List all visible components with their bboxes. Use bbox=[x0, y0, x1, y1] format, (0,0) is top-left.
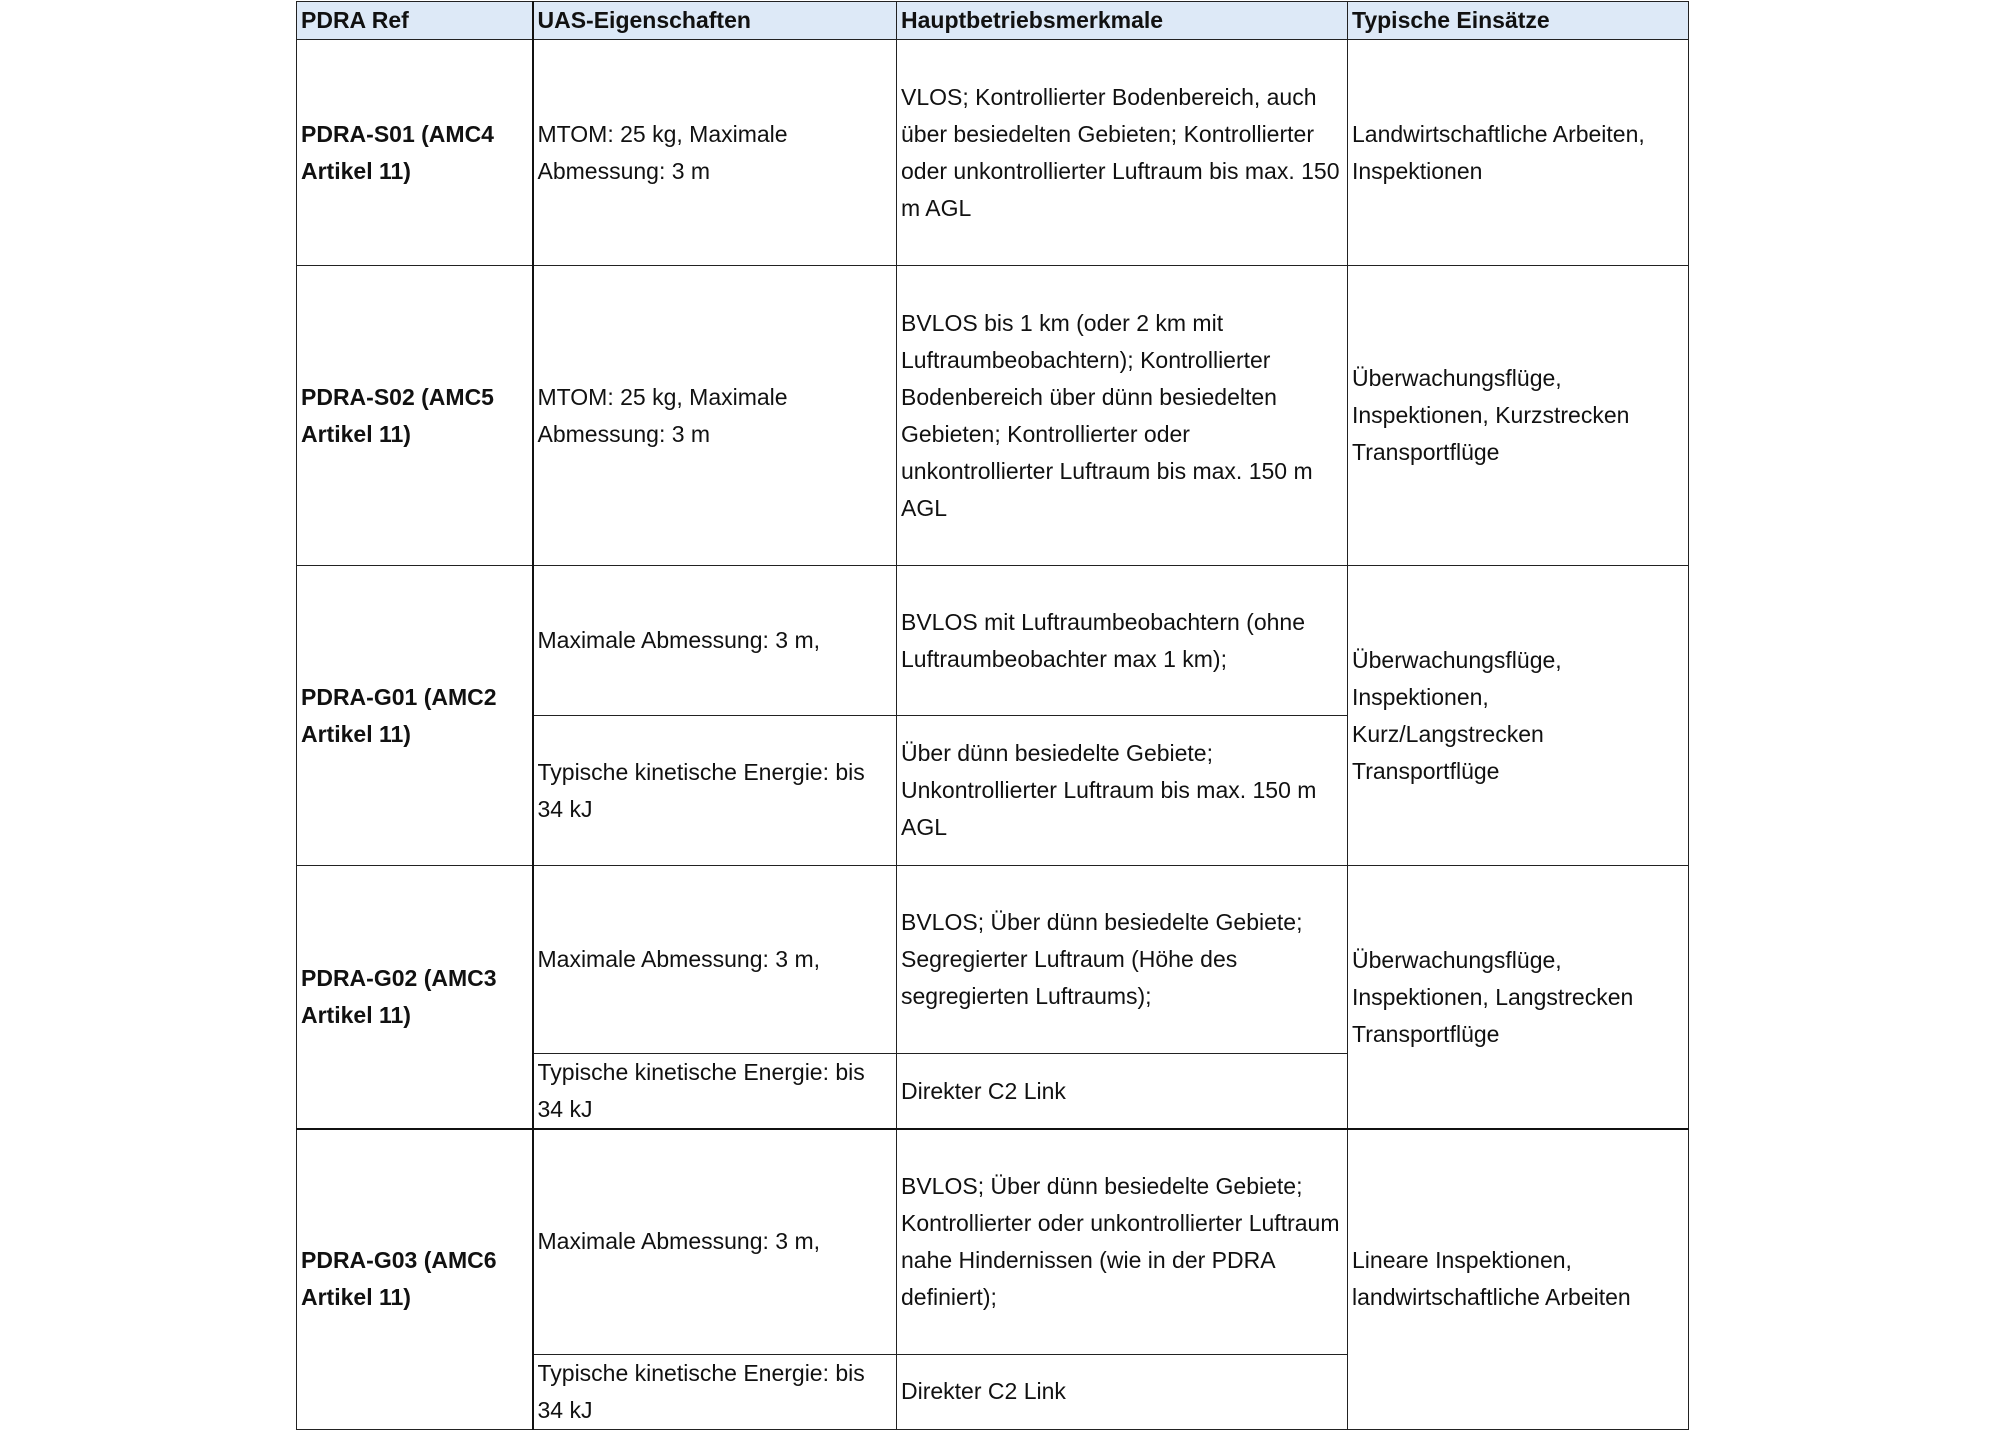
pdra-ref-cell: PDRA-S02 (AMC5 Artikel 11) bbox=[297, 266, 533, 566]
uas-cell: MTOM: 25 kg, Maximale Abmessung: 3 m bbox=[533, 40, 897, 266]
pdra-table bbox=[296, 1, 1689, 1430]
header-uas-eigenschaften: UAS-Eigenschaften bbox=[533, 2, 897, 40]
pdra-ref-cell: PDRA-G01 (AMC2 Artikel 11) bbox=[297, 566, 533, 866]
table-row bbox=[297, 266, 1689, 566]
header-pdra-ref: PDRA Ref bbox=[297, 2, 533, 40]
use-cell: Überwachungsflüge, Inspektionen, Kurz/Langstrecken Transportflüge bbox=[1348, 566, 1689, 866]
uas-cell: MTOM: 25 kg, Maximale Abmessung: 3 m bbox=[533, 266, 897, 566]
pdra-ref-cell: PDRA-S01 (AMC4 Artikel 11) bbox=[297, 40, 533, 266]
ops-cell: BVLOS; Über dünn besiedelte Gebiete; Segregierter Luftraum (Höhe des segregierten Luftraums); bbox=[897, 866, 1348, 1054]
uas-cell: Maximale Abmessung: 3 m, bbox=[533, 1129, 897, 1354]
use-cell: Landwirtschaftliche Arbeiten, Inspektionen bbox=[1348, 40, 1689, 266]
header-row bbox=[297, 2, 1689, 40]
uas-cell: Typische kinetische Energie: bis 34 kJ bbox=[533, 1054, 897, 1130]
table-row bbox=[297, 1129, 1689, 1354]
ops-cell: Direkter C2 Link bbox=[897, 1054, 1348, 1130]
table-row bbox=[297, 40, 1689, 266]
ops-cell: BVLOS mit Luftraumbeobachtern (ohne Luftraumbeobachter max 1 km); bbox=[897, 566, 1348, 716]
table-row bbox=[297, 866, 1689, 1054]
ops-cell: Über dünn besiedelte Gebiete; Unkontrollierter Luftraum bis max. 150 m AGL bbox=[897, 716, 1348, 866]
uas-cell: Maximale Abmessung: 3 m, bbox=[533, 866, 897, 1054]
use-cell: Lineare Inspektionen, landwirtschaftliche Arbeiten bbox=[1348, 1129, 1689, 1429]
ops-cell: BVLOS bis 1 km (oder 2 km mit Luftraumbeobachtern); Kontrollierter Bodenbereich über dünn besiedelten Gebieten; Kontrollierter oder unkontrollierter Luftraum bis max. 150 m AGL bbox=[897, 266, 1348, 566]
header-typische-einsaetze: Typische Einsätze bbox=[1348, 2, 1689, 40]
use-cell: Überwachungsflüge, Inspektionen, Langstrecken Transportflüge bbox=[1348, 866, 1689, 1130]
ops-cell: Direkter C2 Link bbox=[897, 1354, 1348, 1429]
pdra-ref-cell: PDRA-G02 (AMC3 Artikel 11) bbox=[297, 866, 533, 1130]
header-hauptbetriebsmerkmale: Hauptbetriebsmerkmale bbox=[897, 2, 1348, 40]
uas-cell: Typische kinetische Energie: bis 34 kJ bbox=[533, 1354, 897, 1429]
uas-cell: Maximale Abmessung: 3 m, bbox=[533, 566, 897, 716]
use-cell: Überwachungsflüge, Inspektionen, Kurzstrecken Transportflüge bbox=[1348, 266, 1689, 566]
table-row bbox=[297, 566, 1689, 716]
uas-cell: Typische kinetische Energie: bis 34 kJ bbox=[533, 716, 897, 866]
pdra-ref-cell: PDRA-G03 (AMC6 Artikel 11) bbox=[297, 1129, 533, 1429]
ops-cell: BVLOS; Über dünn besiedelte Gebiete; Kontrollierter oder unkontrollierter Luftraum nahe Hindernissen (wie in der PDRA definiert); bbox=[897, 1129, 1348, 1354]
ops-cell: VLOS; Kontrollierter Bodenbereich, auch über besiedelten Gebieten; Kontrollierter oder unkontrollierter Luftraum bis max. 150 m AGL bbox=[897, 40, 1348, 266]
